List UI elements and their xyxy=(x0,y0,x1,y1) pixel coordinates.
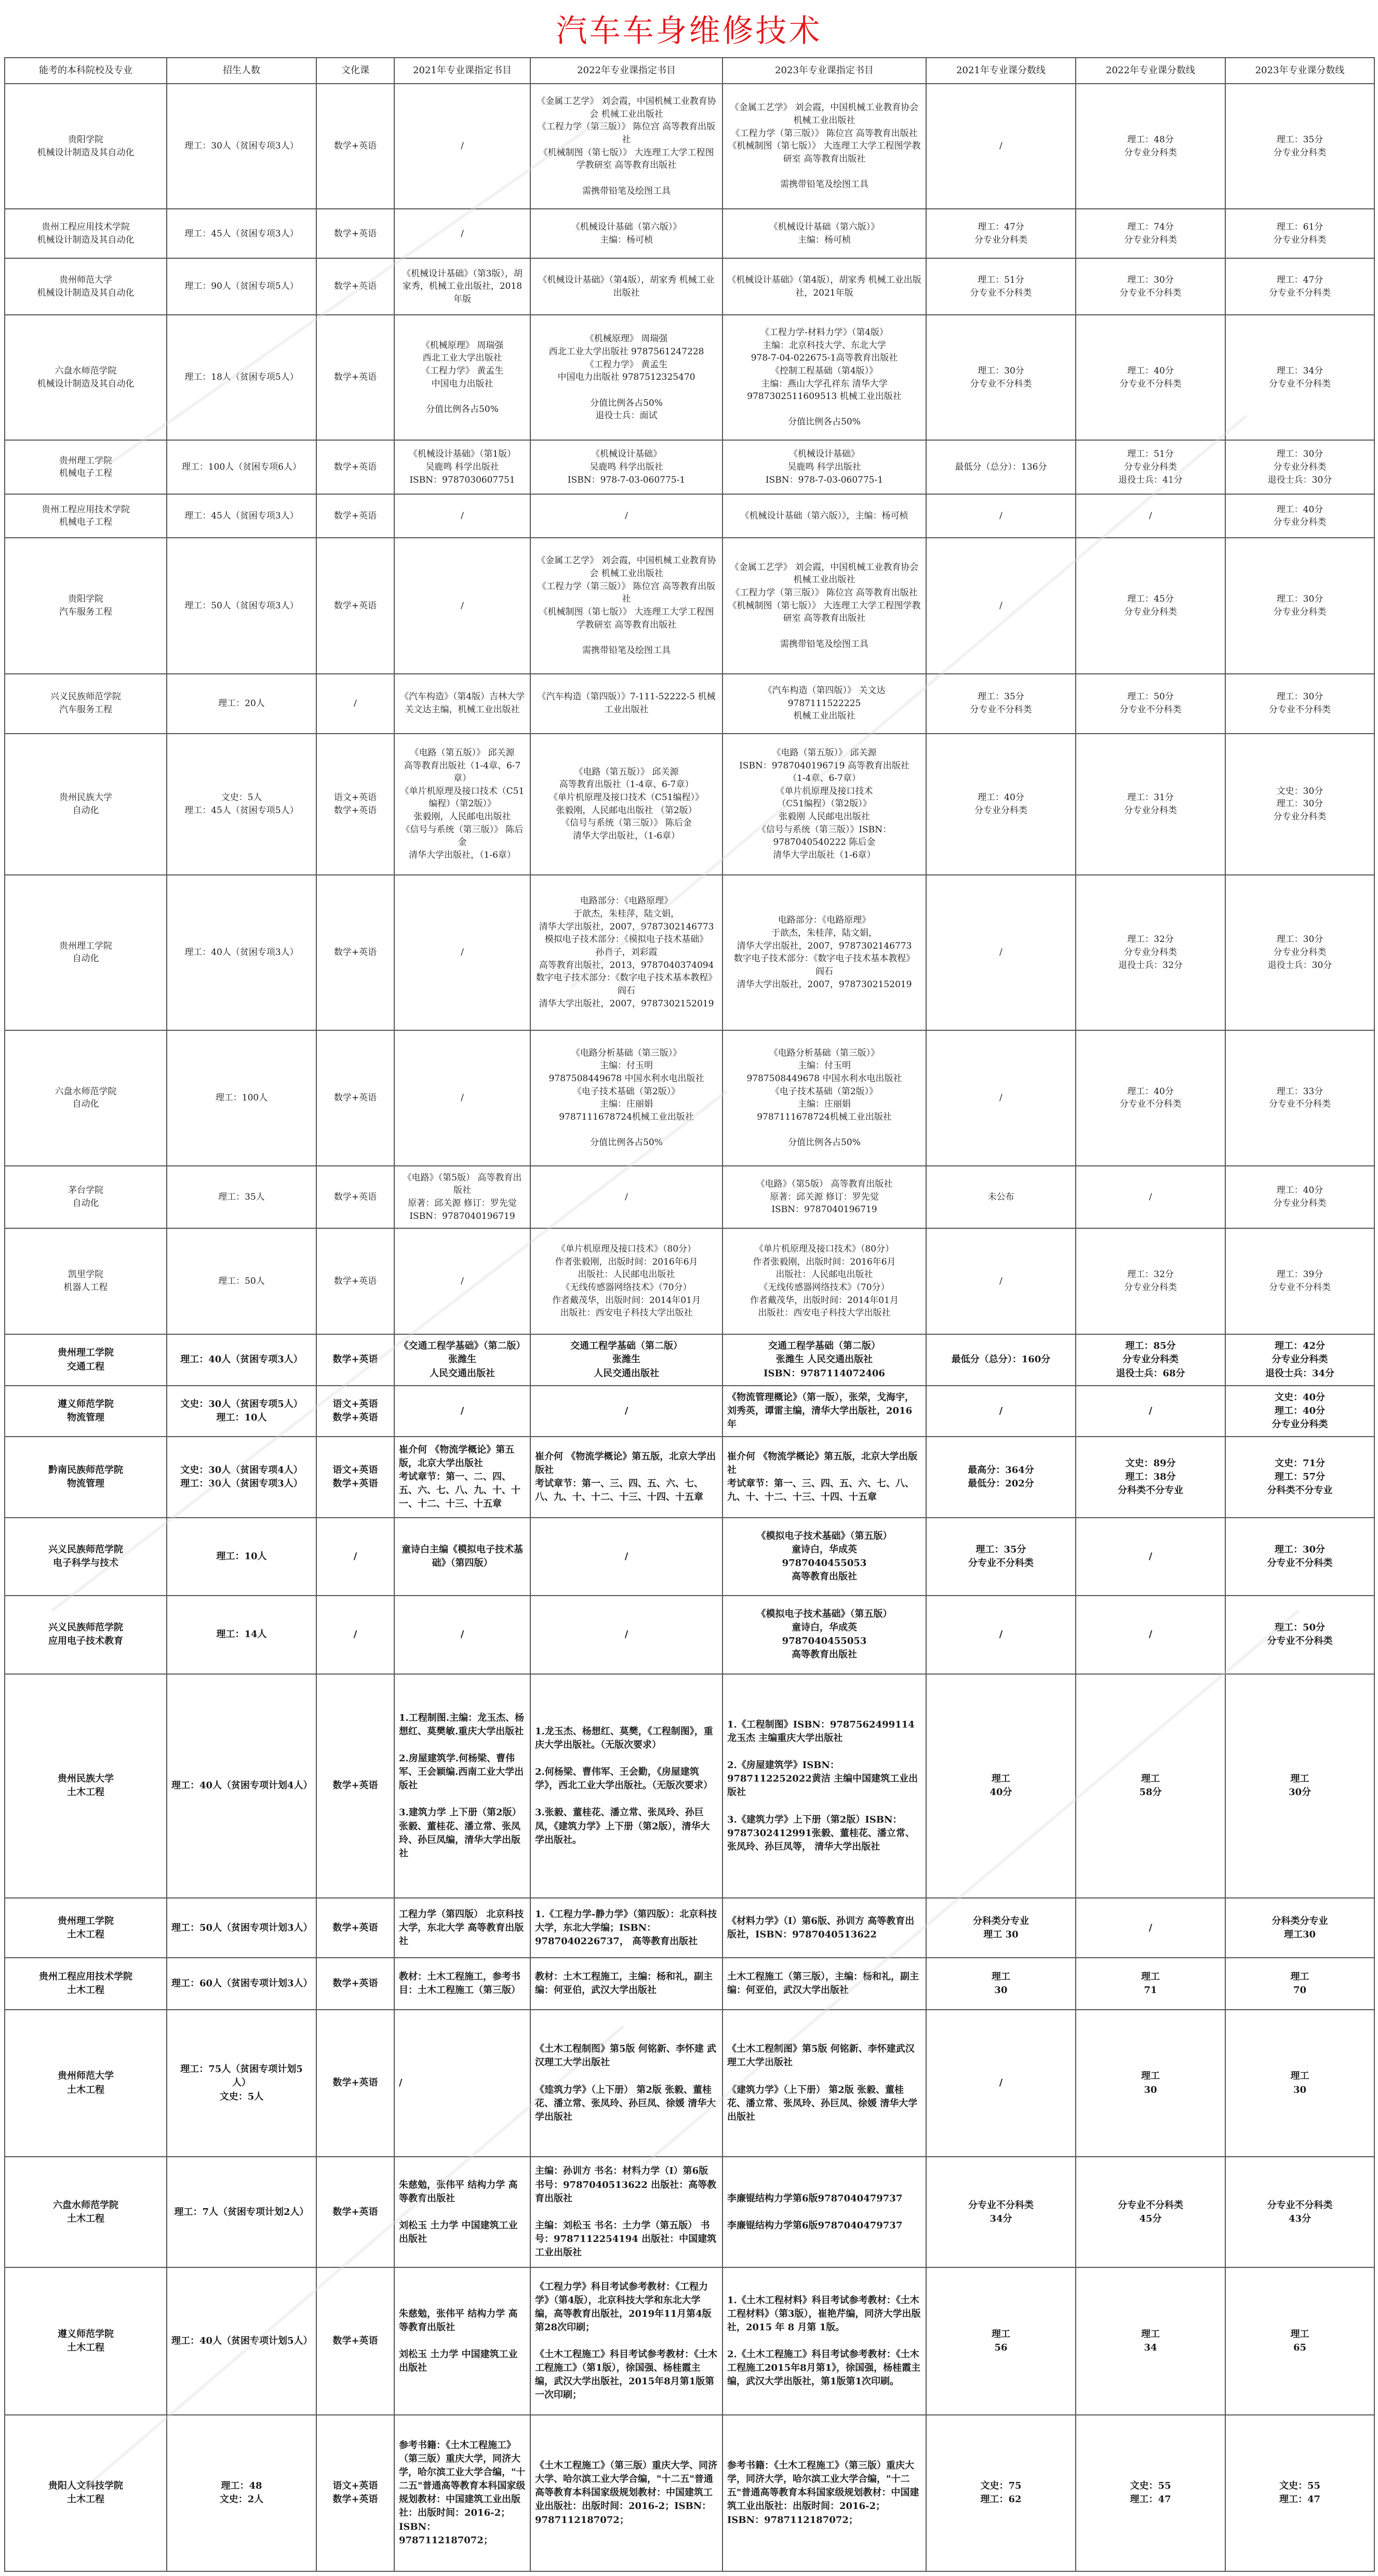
table-cell: 兴义民族师范学院 汽车服务工程 xyxy=(5,674,167,734)
table-cell: 理工：40分 分专业分科类 xyxy=(1225,1166,1374,1228)
table-cell: 《电路》（第5版） 高等教育出版社 原著：邱关源 修订：罗先觉 ISBN：9787040196719 xyxy=(723,1166,926,1228)
table-cell: 《机械原理》 周瑞强 西北工业大学出版社 9787561247228 《工程力学》 黄孟生 中国电力出版社 9787512325470 分值比例各占50% 退役士兵：面试 xyxy=(530,315,723,440)
table-cell: 文史：71分 理工：57分 分科类不分专业 xyxy=(1225,1437,1374,1517)
table-cell: 文史：40分 理工：40分 分专业分科类 xyxy=(1225,1386,1374,1437)
table-cell: 理工：35分 分专业不分科类 xyxy=(926,1518,1076,1596)
table-cell: 分专业不分科类 43分 xyxy=(1225,2157,1374,2267)
table-cell: 贵阳人文科技学院 土木工程 xyxy=(5,2415,167,2571)
table-cell: 《金属工艺学》 刘会霞，中国机械工业教育协会 机械工业出版社 《工程力学（第三版）》 陈位宫 高等教育出版社 《机械制图（第七版）》 大连理工大学工程图学教研室 高等教育出版社 需携带铅笔及绘图工具 xyxy=(723,538,926,673)
table-cell: 数学+英语 xyxy=(316,440,394,494)
table-cell: 理工：50分 分专业不分科类 xyxy=(1076,674,1225,734)
table-cell: 贵州民族大学 自动化 xyxy=(5,734,167,875)
table-cell: / xyxy=(926,1030,1076,1166)
table-cell: 崔介何 《物流学概论》第五版，北京大学出版社 考试章节：第一、三、四、五、六、七、八、九、十、十二、十三、十四、十五章 xyxy=(530,1437,723,1517)
table-cell: 理工 58分 xyxy=(1076,1674,1225,1898)
table-cell: 贵州理工学院 土木工程 xyxy=(5,1898,167,1958)
table-cell: 数学+英语 xyxy=(316,1228,394,1334)
table-cell: 理工：47分 分专业分科类 xyxy=(926,209,1076,258)
table-cell: 《机械设计基础》（第4版），胡家秀 机械工业出版社，2021年版 xyxy=(723,258,926,314)
table-cell: 数学+英语 xyxy=(316,1166,394,1228)
table-cell: 分专业不分科类 45分 xyxy=(1076,2157,1225,2267)
table-cell: 理工 30 xyxy=(926,1958,1076,2010)
table-cell: 童诗白主编《模拟电子技术基础》（第四版） xyxy=(394,1518,530,1596)
table-cell: 数学+英语 xyxy=(316,1958,394,2010)
table-cell: / xyxy=(926,1596,1076,1674)
table-cell: 理工：31分 分专业分科类 xyxy=(1076,734,1225,875)
table-cell: 六盘水师范学院 机械设计制造及其自动化 xyxy=(5,315,167,440)
table-cell: 理工：32分 分专业分科类 退役士兵：32分 xyxy=(1076,875,1225,1030)
table-cell: 《电路（第五版）》 邱关源 高等教育出版社（1-4章、6-7章） 《单片机原理及接口技术（C51编程）》 张毅刚，人民邮电出版社 （第2版） 《信号与系统（第三版）》 陈后金 清华大学出版社，（1-6章） xyxy=(530,734,723,875)
table-cell: 参考书籍：《土木工程施工》（第三版）重庆大学，同济大学，哈尔滨工业大学合编，"十二五"普通高等教育本科国家级规划教材：中国建筑工业出版社：出版时间：2016-2；ISBN：9787112187072； xyxy=(394,2415,530,2571)
table-cell: 《机械设计基础》（第4版），胡家秀 机械工业出版社 xyxy=(530,258,723,314)
table-row xyxy=(5,315,1374,440)
table-cell: 理工 71 xyxy=(1076,1958,1225,2010)
table-row xyxy=(5,1030,1374,1166)
table-cell: 《土木工程制图》第5版 何铭新、李怀建 武汉理工大学出版社 《建筑力学》（上下册） 第2版 张毅、董桂花、潘立常、张凤玲、孙巨凤、徐媛 清华大学出版社 xyxy=(530,2010,723,2157)
table-cell: 《机械设计基础》 吴鹿鸣 科学出版社 ISBN：978-7-03-060775-1 xyxy=(723,440,926,494)
table-cell: 理工：39分 分专业不分科类 xyxy=(1225,1228,1374,1334)
table-cell: 分专业不分科类 34分 xyxy=(926,2157,1076,2267)
table-cell: 理工：20人 xyxy=(167,674,316,734)
table-cell: 最低分（总分）：160分 xyxy=(926,1334,1076,1386)
table-cell: 最高分：364分 最低分：202分 xyxy=(926,1437,1076,1517)
table-cell: 理工 34 xyxy=(1076,2267,1225,2414)
table-cell: 文史：5人 理工：45人（贫困专项5人） xyxy=(167,734,316,875)
table-cell: 理工：40人（贫困专项3人） xyxy=(167,1334,316,1386)
page-title: 汽车车身维修技术 xyxy=(556,13,822,49)
table-cell: / xyxy=(394,1030,530,1166)
table-cell: / xyxy=(394,1596,530,1674)
table-cell: 凯里学院 机器人工程 xyxy=(5,1228,167,1334)
table-cell: 理工：35分 分专业不分科类 xyxy=(926,674,1076,734)
table-cell: / xyxy=(926,2010,1076,2157)
header-row xyxy=(5,58,1374,84)
table-cell: / xyxy=(926,1228,1076,1334)
table-cell: 《汽车构造》（第4版）吉林大学 关文达主编，机械工业出版社 xyxy=(394,674,530,734)
table-row xyxy=(5,494,1374,538)
table-cell: 贵州师范大学 机械设计制造及其自动化 xyxy=(5,258,167,314)
table-cell: 1.《工程制图》ISBN：9787562499114龙玉杰 主编重庆大学出版社 2.《房屋建筑学》ISBN：9787112252022黄洁 主编中国建筑工业出版社 3.《建筑力学》上下册（第2版）ISBN：9787302412991张毅、董桂花、潘立常、张凤玲、孙巨凤等， 清华大学出版社 xyxy=(723,1674,926,1898)
table-cell: 理工 70 xyxy=(1225,1958,1374,2010)
table-cell: / xyxy=(394,1386,530,1437)
table-cell: 《工程力学》科目考试参考教材：《工程力学》（第4版），北京科技大学和东北大学编，高等教育出版社，2019年11月第4版第28次印刷； 《土木工程施工》科目考试参考教材：《土木工程施工》（第1版），徐国强、杨桂霞主编，武汉大学出版社，2015年8月第1版第一次印刷； xyxy=(530,2267,723,2414)
admission-table xyxy=(4,57,1375,2572)
table-cell: 理工 30分 xyxy=(1225,1674,1374,1898)
header-cell: 文化课 xyxy=(316,58,394,84)
table-cell: 语文+英语 数学+英语 xyxy=(316,1386,394,1437)
table-cell: 理工：35人 xyxy=(167,1166,316,1228)
table-row xyxy=(5,1166,1374,1228)
table-cell: 数学+英语 xyxy=(316,1030,394,1166)
table-cell: 理工：30分 分专业不分科类 xyxy=(926,315,1076,440)
table-cell: 《电路》（第5版） 高等教育出版社 原著：邱关源 修订：罗先觉 ISBN：9787040196719 xyxy=(394,1166,530,1228)
table-cell: 《工程力学-材料力学》（第4版） 主编：北京科技大学、东北大学 978-7-04-022675-1高等教育出版社 《控制工程基础（第4版）》 主编：燕山大学孔祥东 清华大学9787302511609513 机械工业出版社 分值比例各占50% xyxy=(723,315,926,440)
table-cell: 《机械设计基础》 吴鹿鸣 科学出版社 ISBN：978-7-03-060775-1 xyxy=(530,440,723,494)
table-cell: 《机械原理》 周瑞强 西北工业大学出版社 《工程力学》 黄孟生 中国电力出版社 分值比例各占50% xyxy=(394,315,530,440)
table-row xyxy=(5,2267,1374,2414)
table-cell: 文史：55 理工：47 xyxy=(1225,2415,1374,2571)
header-cell: 能考的本科院校及专业 xyxy=(5,58,167,84)
header-cell: 2021年专业课指定书目 xyxy=(394,58,530,84)
table-cell: 理工：45分 分专业分科类 xyxy=(1076,538,1225,673)
table-cell: 理工：50人（贫困专项3人） xyxy=(167,538,316,673)
table-row xyxy=(5,875,1374,1030)
table-cell: 理工：45人（贫困专项3人） xyxy=(167,209,316,258)
table-row xyxy=(5,1228,1374,1334)
table-row xyxy=(5,1674,1374,1898)
table-cell: 工程力学（第四版） 北京科技大学，东北大学 高等教育出版社 xyxy=(394,1898,530,1958)
header-cell: 2023年专业课分数线 xyxy=(1225,58,1374,84)
table-cell: 《汽车构造（第四版）》7-111-52222-5 机械工业出版社 xyxy=(530,674,723,734)
table-cell: / xyxy=(926,84,1076,209)
table-cell: / xyxy=(316,1518,394,1596)
table-cell: 理工：30分 分专业分科类 退役士兵：30分 xyxy=(1225,440,1374,494)
table-cell: 理工：40分 分专业不分科类 xyxy=(1076,315,1225,440)
table-cell: 数学+英语 xyxy=(316,2010,394,2157)
table-cell: 理工：40分 分专业不分科类 xyxy=(1076,1030,1225,1166)
table-cell: 理工 65 xyxy=(1225,2267,1374,2414)
table-cell: 数学+英语 xyxy=(316,2267,394,2414)
table-cell: 《金属工艺学》 刘会霞，中国机械工业教育协会 机械工业出版社 《工程力学（第三版）》 陈位宫 高等教育出版社 《机械制图（第七版）》 大连理工大学工程图学教研室 高等教育出版社 需携带铅笔及绘图工具 xyxy=(530,84,723,209)
table-cell: 1.《工程力学-静力学》（第四版）：北京科技大学，东北大学编；ISBN：9787040226737， 高等教育出版社 xyxy=(530,1898,723,1958)
table-cell: / xyxy=(530,1166,723,1228)
table-cell: 理工：100人 xyxy=(167,1030,316,1166)
table-cell: / xyxy=(530,1518,723,1596)
table-cell: 理工：10人 xyxy=(167,1518,316,1596)
table-cell: 《机械设计基础（第六版）》，主编：杨可桢 xyxy=(723,494,926,538)
table-cell: 《电路分析基础（第三版）》 主编：付玉明 9787508449678 中国水利水电出版社 《电子技术基础（第2版）》 主编：庄丽娟 9787111678724机械工业出版社 分值比例各占50% xyxy=(723,1030,926,1166)
table-cell: 数学+英语 xyxy=(316,494,394,538)
table-cell: 理工：74分 分专业分科类 xyxy=(1076,209,1225,258)
table-cell: 数学+英语 xyxy=(316,2157,394,2267)
table-cell: 《机械设计基础》（第3版），胡家秀，机械工业出版社，2018年版 xyxy=(394,258,530,314)
table-cell: 《机械设计基础（第六版）》 主编：杨可桢 xyxy=(530,209,723,258)
table-cell: 理工：32分 分专业分科类 xyxy=(1076,1228,1225,1334)
table-cell: 数学+英语 xyxy=(316,1898,394,1958)
table-cell: 遵义师范学院 土木工程 xyxy=(5,2267,167,2414)
table-cell: 理工 40分 xyxy=(926,1674,1076,1898)
table-row xyxy=(5,1898,1374,1958)
header-cell: 招生人数 xyxy=(167,58,316,84)
table-cell: / xyxy=(394,494,530,538)
table-cell: 理工：34分 分专业不分科类 xyxy=(1225,315,1374,440)
table-cell: 主编：孙训方 书名：材料力学（I）第6版 书号：9787040513622 出版社：高等教育出版社 主编：刘松玉 书名：土力学（第五版） 书号：9787112254194 出版社：中国建筑工业出版社 xyxy=(530,2157,723,2267)
table-row xyxy=(5,674,1374,734)
table-cell: 理工：33分 分专业不分科类 xyxy=(1225,1030,1374,1166)
table-cell: 文史：30分 理工：30分 分专业分科类 xyxy=(1225,734,1374,875)
table-cell: 理工：51分 分专业不分科类 xyxy=(926,258,1076,314)
table-cell: 遵义师范学院 物流管理 xyxy=(5,1386,167,1437)
table-cell: / xyxy=(1076,1596,1225,1674)
table-row xyxy=(5,2415,1374,2571)
table-cell: 贵州民族大学 土木工程 xyxy=(5,1674,167,1898)
table-cell: 贵阳学院 汽车服务工程 xyxy=(5,538,167,673)
table-cell: 理工：50分 分专业不分科类 xyxy=(1225,1596,1374,1674)
table-cell: 理工：14人 xyxy=(167,1596,316,1674)
header-cell: 2021年专业课分数线 xyxy=(926,58,1076,84)
table-cell: 分科类分专业 理工30 xyxy=(1225,1898,1374,1958)
table-cell: 理工：50人（贫困专项计划3人） xyxy=(167,1898,316,1958)
table-cell: 理工 30 xyxy=(1225,2010,1374,2157)
table-cell: 数学+英语 xyxy=(316,209,394,258)
table-cell: 未公布 xyxy=(926,1166,1076,1228)
table-cell: 《金属工艺学》 刘会霞，中国机械工业教育协会 机械工业出版社 《工程力学（第三版）》 陈位宫 高等教育出版社 《机械制图（第七版）》 大连理工大学工程图学教研室 高等教育出版社 需携带铅笔及绘图工具 xyxy=(723,84,926,209)
table-row xyxy=(5,258,1374,314)
table-cell: / xyxy=(530,494,723,538)
table-cell: 教材：土木工程施工，参考书目：土木工程施工（第三版） xyxy=(394,1958,530,2010)
table-cell: 《电路分析基础（第三版）》 主编：付玉明 9787508449678 中国水利水电出版社 《电子技术基础（第2版）》 主编：庄丽娟 9787111678724机械工业出版社 分值比例各占50% xyxy=(530,1030,723,1166)
table-cell: 理工 30 xyxy=(1076,2010,1225,2157)
table-cell: 朱慈勉，张伟平 结构力学 高等教育出版社 刘松玉 土力学 中国建筑工业出版社 xyxy=(394,2157,530,2267)
table-cell: 理工：61分 分专业分科类 xyxy=(1225,209,1374,258)
table-cell: / xyxy=(394,1228,530,1334)
table-cell: 六盘水师范学院 土木工程 xyxy=(5,2157,167,2267)
table-cell: / xyxy=(316,1596,394,1674)
table-cell: 《金属工艺学》 刘会霞，中国机械工业教育协会 机械工业出版社 《工程力学（第三版）》 陈位宫 高等教育出版社 《机械制图（第七版）》 大连理工大学工程图学教研室 高等教育出版社 需携带铅笔及绘图工具 xyxy=(530,538,723,673)
table-cell: / xyxy=(1076,1898,1225,1958)
table-cell: 六盘水师范学院 自动化 xyxy=(5,1030,167,1166)
table-cell: 理工：7人（贫困专项计划2人） xyxy=(167,2157,316,2267)
table-cell: 朱慈勉，张伟平 结构力学 高等教育出版社 刘松玉 土力学 中国建筑工业出版社 xyxy=(394,2267,530,2414)
table-cell: 崔介何 《物流学概论》第五版，北京大学出版社 考试章节：第一、二、四、五、六、七、八、九、十、十一、十二、十三、十五章 xyxy=(394,1437,530,1517)
table-cell: 《交通工程学基础》（第二版） 张潍生 人民交通出版社 xyxy=(394,1334,530,1386)
table-row xyxy=(5,1386,1374,1437)
table-cell: / xyxy=(394,2010,530,2157)
table-row xyxy=(5,538,1374,673)
table-cell: 数学+英语 xyxy=(316,258,394,314)
table-cell: 《单片机原理及接口技术》（80分） 作者张毅刚，出版时间：2016年6月 出版社：人民邮电出版社 《无线传感器网络技术》（70分） 作者戴茂华，出版时间：2014年01月 出版社：西安电子科技大学出版社 xyxy=(530,1228,723,1334)
table-row xyxy=(5,1596,1374,1674)
table-cell: / xyxy=(394,875,530,1030)
table-cell: 土木工程施工（第三版），主编：杨和礼，副主编：何亚伯，武汉大学出版社 xyxy=(723,1958,926,2010)
table-cell: 理工：30分 分专业不分科类 xyxy=(1076,258,1225,314)
table-cell: 理工：51分 分专业分科类 退役士兵：41分 xyxy=(1076,440,1225,494)
table-cell: 理工：35分 分专业分科类 xyxy=(1225,84,1374,209)
table-cell: 电路部分：《电路原理》 于歆杰，朱桂萍，陆文娟， 清华大学出版社，2007，9787302146773 数字电子技术部分：《数字电子技术基本教程》 阎石 清华大学出版社，2007，9787302152019 xyxy=(723,875,926,1030)
header-cell: 2022年专业课指定书目 xyxy=(530,58,723,84)
table-cell: 文史：30人（贫困专项4人） 理工：30人（贫困专项3人） xyxy=(167,1437,316,1517)
table-cell: 交通工程学基础（第二版） 张潍生 人民交通出版社 ISBN：9787114072406 xyxy=(723,1334,926,1386)
table-row xyxy=(5,734,1374,875)
table-cell: 《机械设计基础》（第1版） 吴鹿鸣 科学出版社 ISBN：9787030607751 xyxy=(394,440,530,494)
table-row xyxy=(5,1518,1374,1596)
table-cell: / xyxy=(316,674,394,734)
table-cell: 贵州师范大学 土木工程 xyxy=(5,2010,167,2157)
table-cell: 教材：土木工程施工，主编：杨和礼，副主编：何亚伯，武汉大学出版社 xyxy=(530,1958,723,2010)
table-cell: 《土木工程制图》第5版 何铭新、李怀建武汉理工大学出版社 《建筑力学》（上下册） 第2版 张毅、董桂花、潘立常、张凤玲、孙巨凤、徐媛 清华大学出版社 xyxy=(723,2010,926,2157)
table-cell: / xyxy=(530,1596,723,1674)
table-row xyxy=(5,2157,1374,2267)
table-cell: 贵州工程应用技术学院 土木工程 xyxy=(5,1958,167,2010)
table-cell: 理工：47分 分专业不分科类 xyxy=(1225,258,1374,314)
table-cell: 1.《土木工程材料》科目考试参考教材：《土木工程材料》（第3版），崔艳芹编，同济大学出版社，2015 年 8 月第 1版。 2.《土木工程施工》科目考试参考教材：《土木工程施工2015年8月第1》，徐国强，杨桂霞主编，武汉大学出版社，第1版第1次印刷。 xyxy=(723,2267,926,2414)
table-cell: 《机械设计基础（第六版）》 主编：杨可桢 xyxy=(723,209,926,258)
table-cell: 理工：85分 分专业分科类 退役士兵：68分 xyxy=(1076,1334,1225,1386)
table-cell: 文史：89分 理工：38分 分科类不分专业 xyxy=(1076,1437,1225,1517)
table-cell: 理工：40分 分专业分科类 xyxy=(1225,494,1374,538)
table-cell: / xyxy=(1076,1166,1225,1228)
table-cell: 参考书籍：《土木工程施工》（第三版）重庆大学，同济大学，哈尔滨工业大学合编，"十二五"普通高等教育本科国家级规划教材：中国建筑工业出版社：出版时间：2016-2；ISBN：9787112187072； xyxy=(723,2415,926,2571)
table-cell: 《物流管理概论》（第一版），张荣，戈海宇，刘秀英，谭雷主编，清华大学出版社，2016年 xyxy=(723,1386,926,1437)
table-cell: 1.龙玉杰、杨想红、莫樊，《工程制图》，重庆大学出版社。（无版次要求） 2.何杨梁、曹伟军、王会勤，《房屋建筑学》，西北工业大学出版社。（无版次要求） 3.张毅、董桂花、潘立常、张凤玲、孙巨凤，《建筑力学》上下册（第2版），清华大学出版社。 xyxy=(530,1674,723,1898)
table-cell: 理工：40分 分专业分科类 xyxy=(926,734,1076,875)
table-cell: 分科类分专业 理工 30 xyxy=(926,1898,1076,1958)
table-cell: 理工：75人（贫困专项计划5人） 文史：5人 xyxy=(167,2010,316,2157)
table-cell: 贵州理工学院 交通工程 xyxy=(5,1334,167,1386)
table-cell: 语文+英语 数学+英语 xyxy=(316,1437,394,1517)
table-cell: 贵阳学院 机械设计制造及其自动化 xyxy=(5,84,167,209)
table-cell: 理工：60人（贫困专项计划3人） xyxy=(167,1958,316,2010)
table-cell: 《模拟电子技术基础》（第五版） 童诗白，华成英 9787040455053 高等教育出版社 xyxy=(723,1518,926,1596)
table-cell: 理工：50人 xyxy=(167,1228,316,1334)
table-cell: 茅台学院 自动化 xyxy=(5,1166,167,1228)
table-cell: / xyxy=(394,209,530,258)
table-cell: / xyxy=(926,494,1076,538)
table-cell: 理工 56 xyxy=(926,2267,1076,2414)
table-cell: / xyxy=(1076,1386,1225,1437)
table-cell: 数学+英语 xyxy=(316,1334,394,1386)
table-cell: 《电路（第五版）》 邱关源 高等教育出版社（1-4章、6-7章） 《单片机原理及接口技术（C51编程）（第2版）》 张毅刚，人民邮电出版社 《信号与系统（第三版）》 陈后金 清华大学出版社，（1-6章） xyxy=(394,734,530,875)
table-row xyxy=(5,209,1374,258)
table-cell: 李廉锟结构力学第6版9787040479737 李廉锟结构力学第6版9787040479737 xyxy=(723,2157,926,2267)
table-cell: / xyxy=(926,538,1076,673)
table-cell: 理工：90人（贫困专项5人） xyxy=(167,258,316,314)
table-cell: 理工：30人（贫困专项3人） xyxy=(167,84,316,209)
table-cell: 数学+英语 xyxy=(316,84,394,209)
table-cell: 理工：100人（贫困专项6人） xyxy=(167,440,316,494)
table-cell: 语文+英语 数学+英语 xyxy=(316,2415,394,2571)
table-cell: 崔介何 《物流学概论》第五版，北京大学出版社 考试章节：第一、三、四、五、六、七、八、九、十、十二、十三、十四、十五章 xyxy=(723,1437,926,1517)
table-cell: 《单片机原理及接口技术》（80分） 作者张毅刚，出版时间：2016年6月 出版社：人民邮电出版社 《无线传感器网络技术》（70分） 作者戴茂华，出版时间：2014年01月 出版社：西安电子科技大学出版社 xyxy=(723,1228,926,1334)
table-cell: 文史：30人（贫困专项5人） 理工：10人 xyxy=(167,1386,316,1437)
table-cell: / xyxy=(394,84,530,209)
table-cell: 理工：30分 分专业分科类 退役士兵：30分 xyxy=(1225,875,1374,1030)
table-cell: / xyxy=(1076,1518,1225,1596)
table-cell: 理工：30分 分专业分科类 xyxy=(1225,538,1374,673)
table-cell: 理工：48 文史：2人 xyxy=(167,2415,316,2571)
table-row xyxy=(5,84,1374,209)
table-cell: 贵州理工学院 自动化 xyxy=(5,875,167,1030)
table-cell: / xyxy=(394,538,530,673)
table-cell: 贵州理工学院 机械电子工程 xyxy=(5,440,167,494)
table-cell: 贵州工程应用技术学院 机械电子工程 xyxy=(5,494,167,538)
table-cell: 《电路（第五版）》 邱关源 ISBN：9787040196719 高等教育出版社 （1-4章、6-7章） 《单片机原理及接口技术 （C51编程）（第2版）》 张毅刚 人民邮电出版社 《信号与系统（第三版）》ISBN：9787040540222 陈后金 清华大学出版社（1-6章） xyxy=(723,734,926,875)
table-cell: 《汽车构造（第四版）》 关文达 9787111522225 机械工业出版社 xyxy=(723,674,926,734)
table-cell: 理工：45人（贫困专项3人） xyxy=(167,494,316,538)
header-cell: 2022年专业课分数线 xyxy=(1076,58,1225,84)
table-row xyxy=(5,1958,1374,2010)
table-cell: 数学+英语 xyxy=(316,1674,394,1898)
table-cell: / xyxy=(926,875,1076,1030)
table-cell: 理工：30分 分专业不分科类 xyxy=(1225,674,1374,734)
table-cell: 最低分（总分）：136分 xyxy=(926,440,1076,494)
table-cell: 《材料力学》（Ⅰ）第6版、孙训方 高等教育出版社，ISBN：9787040513622 xyxy=(723,1898,926,1958)
table-cell: 贵州工程应用技术学院 机械设计制造及其自动化 xyxy=(5,209,167,258)
table-cell: / xyxy=(530,1386,723,1437)
table-cell: 电路部分：《电路原理》 于歆杰，朱桂萍，陆文娟， 清华大学出版社，2007，9787302146773 模拟电子技术部分：《模拟电子技术基础》 孙肖子，刘彩霞 高等教育出版社，2013，9787040374094 数字电子技术部分：《数字电子技术基本教程》阎石 清华大学出版社，2007，9787302152019 xyxy=(530,875,723,1030)
table-cell: 《模拟电子技术基础》（第五版） 童诗白，华成英 9787040455053 高等教育出版社 xyxy=(723,1596,926,1674)
table-cell: 兴义民族师范学院 应用电子技术教育 xyxy=(5,1596,167,1674)
table-cell: 数学+英语 xyxy=(316,538,394,673)
header-cell: 2023年专业课指定书目 xyxy=(723,58,926,84)
table-cell: 《土木工程施工》（第三版）重庆大学、同济大学、哈尔滨工业大学合编，"十二五"普通高等教育本科国家级规划教材：中国建筑工业出版社：出版时间：2016-2；ISBN：9787112187072； xyxy=(530,2415,723,2571)
table-cell: 理工：42分 分专业分科类 退役士兵：34分 xyxy=(1225,1334,1374,1386)
table-cell: 1.工程制图.主编：龙玉杰、杨想红、莫樊敏.重庆大学出版社 2.房屋建筑学.何杨梁、曹伟军、王会颖编.西南工业大学出版社 3.建筑力学 上下册（第2版）张毅、董桂花、潘立常、张凤玲、孙巨凤编，清华大学出版社 xyxy=(394,1674,530,1898)
table-cell: / xyxy=(1076,494,1225,538)
table-cell: 数学+英语 xyxy=(316,315,394,440)
table-row xyxy=(5,2010,1374,2157)
table-cell: 理工：30分 分专业不分科类 xyxy=(1225,1518,1374,1596)
table-cell: 理工：40人（贫困专项计划4人） xyxy=(167,1674,316,1898)
table-cell: 文史：55 理工：47 xyxy=(1076,2415,1225,2571)
table-cell: 语文+英语 数学+英语 xyxy=(316,734,394,875)
table-cell: 理工：18人（贫困专项5人） xyxy=(167,315,316,440)
table-row xyxy=(5,1334,1374,1386)
table-row xyxy=(5,1437,1374,1517)
table-cell: 文史：75 理工：62 xyxy=(926,2415,1076,2571)
table-cell: 理工：40人（贫困专项3人） xyxy=(167,875,316,1030)
table-cell: 黔南民族师范学院 物流管理 xyxy=(5,1437,167,1517)
table-cell: 理工：48分 分专业分科类 xyxy=(1076,84,1225,209)
table-row xyxy=(5,440,1374,494)
table-cell: 数学+英语 xyxy=(316,875,394,1030)
table-cell: 兴义民族师范学院 电子科学与技术 xyxy=(5,1518,167,1596)
table-cell: 理工：40人（贫困专项计划5人） xyxy=(167,2267,316,2414)
table-cell: 交通工程学基础（第二版） 张潍生 人民交通出版社 xyxy=(530,1334,723,1386)
table-cell: / xyxy=(926,1386,1076,1437)
